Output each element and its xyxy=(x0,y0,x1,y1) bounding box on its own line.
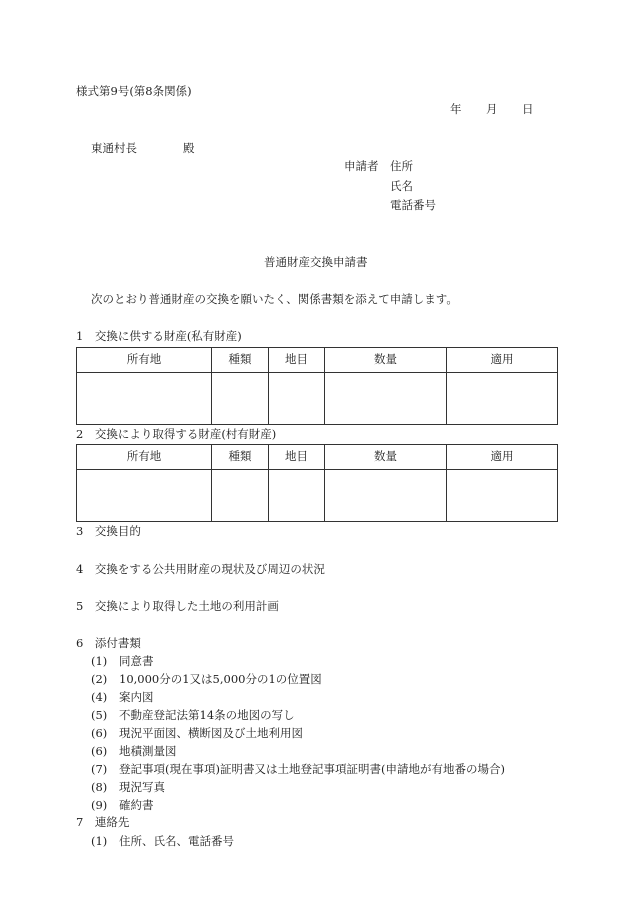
list-item-text: 現況写真 xyxy=(119,780,165,794)
form-number: 様式第9号(第8条関係) xyxy=(76,84,192,98)
cell-kind xyxy=(212,470,269,522)
list-item-number: (6) xyxy=(91,744,108,758)
list-item-text: 現況平面図、横断図及び土地利用図 xyxy=(119,726,303,740)
cell-location xyxy=(77,470,212,522)
list-item-number: (9) xyxy=(91,798,108,812)
cell-quantity xyxy=(325,373,447,425)
section-7-heading: 7 連絡先 xyxy=(76,815,130,829)
list-item-number: (5) xyxy=(91,708,108,722)
cell-quantity xyxy=(325,470,447,522)
cell-chimoku xyxy=(269,470,325,522)
col-header-remarks: 適用 xyxy=(447,348,558,373)
addressee-name: 東通村長 xyxy=(91,141,137,155)
date-day-label: 日 xyxy=(522,102,534,116)
applicant-name-label: 氏名 xyxy=(390,179,413,193)
section-4-heading: 4 交換をする公共用財産の現状及び周辺の状況 xyxy=(76,562,325,576)
applicant-label: 申請者 xyxy=(344,159,379,173)
col-header-quantity: 数量 xyxy=(325,348,447,373)
list-item-text: 10,000分の1又は5,000分の1の位置図 xyxy=(119,672,322,686)
list-item-text: 不動産登記法第14条の地図の写し xyxy=(119,708,295,722)
addressee-honorific: 殿 xyxy=(183,141,195,155)
col-header-location: 所有地 xyxy=(77,348,212,373)
col-header-chimoku: 地目 xyxy=(269,348,325,373)
intro-text: 次のとおり普通財産の交換を願いたく、関係書類を添えて申請します。 xyxy=(91,292,458,306)
date-month-label: 月 xyxy=(486,102,498,116)
date-year-label: 年 xyxy=(450,102,462,116)
list-item-text: 住所、氏名、電話番号 xyxy=(119,834,234,848)
cell-location xyxy=(77,373,212,425)
private-property-table xyxy=(76,347,558,425)
list-item-number: (2) xyxy=(91,672,108,686)
list-item-number: (1) xyxy=(91,834,108,848)
list-item-number: (8) xyxy=(91,780,108,794)
list-item-number: (1) xyxy=(91,654,108,668)
col-header-chimoku: 地目 xyxy=(269,445,325,470)
list-item-text: 確約書 xyxy=(119,798,154,812)
list-item-text: 同意書 xyxy=(119,654,154,668)
applicant-phone-label: 電話番号 xyxy=(390,198,436,212)
section-5-heading: 5 交換により取得した土地の利用計画 xyxy=(76,599,279,613)
list-item-number: (6) xyxy=(91,726,108,740)
applicant-address-label: 住所 xyxy=(390,159,413,173)
section-2-heading: 2 交換により取得する財産(村有財産) xyxy=(76,427,277,441)
col-header-quantity: 数量 xyxy=(325,445,447,470)
col-header-remarks: 適用 xyxy=(447,445,558,470)
col-header-kind: 種類 xyxy=(212,445,269,470)
list-item-text: 案内図 xyxy=(119,690,154,704)
section-1-heading: 1 交換に供する財産(私有財産) xyxy=(76,329,242,343)
list-item-number: (4) xyxy=(91,690,108,704)
list-item-text: 登記事項(現在事項)証明書又は土地登記事項証明書(申請地が有地番の場合) xyxy=(119,762,505,776)
col-header-location: 所有地 xyxy=(77,445,212,470)
village-property-table xyxy=(76,444,558,522)
section-3-heading: 3 交換目的 xyxy=(76,524,141,538)
cell-remarks xyxy=(447,373,558,425)
list-item-number: (7) xyxy=(91,762,108,776)
cell-kind xyxy=(212,373,269,425)
cell-chimoku xyxy=(269,373,325,425)
section-6-heading: 6 添付書類 xyxy=(76,636,141,650)
cell-remarks xyxy=(447,470,558,522)
col-header-kind: 種類 xyxy=(212,348,269,373)
list-item-text: 地積測量図 xyxy=(119,744,177,758)
document-title: 普通財産交換申請書 xyxy=(264,255,368,269)
